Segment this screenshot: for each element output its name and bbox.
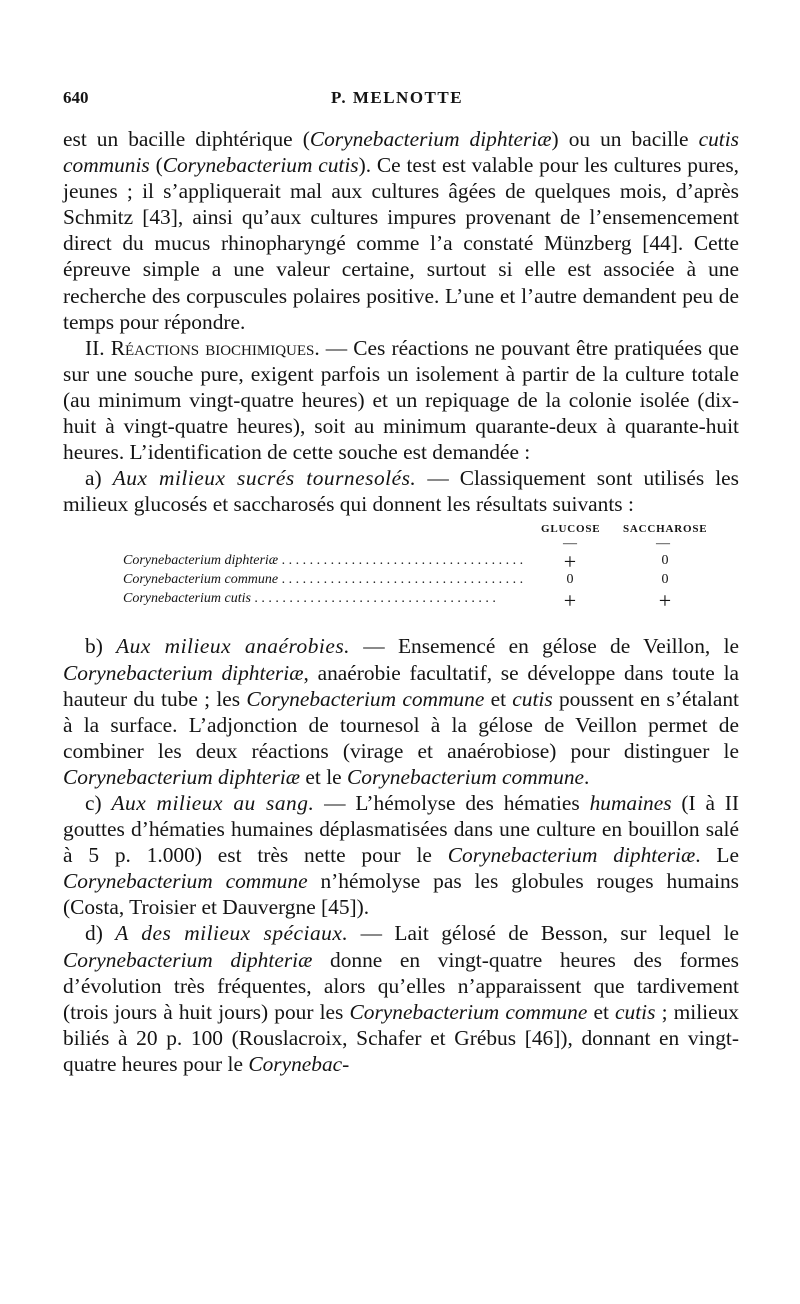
table-cell-glucose: + — [563, 588, 577, 614]
table-cell-glucose: + — [563, 549, 577, 575]
running-head: P. MELNOTTE — [331, 88, 464, 107]
column-header-glucose: GLUCOSE — [541, 523, 601, 536]
paragraph-a: a) Aux milieux sucrés tournesolés. — Classiquement sont utilisés les milieux glucosés et saccharosés qui donnent les résultats suivants : — [63, 466, 739, 517]
column-rule-glucose: — — [563, 536, 577, 552]
paragraph-biochemical-reactions: II. Réactions biochimiques. — Ces réactions ne pouvant être pratiquées que sur une souche pure, exigent parfois un isolement à partir de la culture totale (au minimum vingt-quatre heures) et un repiquage de la colonie isolée (dix-huit à vingt-quatre heures), soit au minimum quarante-deux à quarante-huit heures. L’identification de cette souche est demandée : — [63, 335, 739, 465]
subsection-title-d: A des milieux spéciaux. — [115, 921, 349, 946]
results-table — [63, 523, 739, 615]
table-row-label: Corynebacterium cutis . . . — [123, 591, 543, 607]
table-row-label: Corynebacterium commune . . . — [123, 572, 543, 588]
table-row-label: Corynebacterium diphteriæ . . . — [123, 553, 543, 569]
section-heading: Réactions biochimiques — [110, 335, 315, 360]
subsection-title-c: Aux milieux au sang. — [111, 790, 315, 815]
paragraph-c: c) Aux milieux au sang. — L’hémolyse des hématies humaines (I à II gouttes d’hématies humaines déplasmatisées dans une culture en bouillon salé à 5 p. 1.000) est très nette pour le Corynebacterium diphteriæ. Le Corynebacterium commune n’hémolyse pas les globules rouges humains (Costa, Troisier et Dauvergne [45]). — [63, 790, 740, 920]
paragraph-b: b) Aux milieux anaérobies. — Ensemencé en gélose de Veillon, le Corynebacterium diphteriæ, anaérobie facultatif, se développe dans toute la hauteur du tube ; les Corynebacterium commune et cutis poussent en s’étalant à la surface. L’adjonction de tournesol à la gélose de Veillon permet de combiner les deux réactions (virage et anaérobiose) pour distinguer le Corynebacterium diphteriæ et le Corynebacterium commune. — [63, 634, 740, 789]
paragraph-d: d) A des milieux spéciaux. — Lait gélosé de Besson, sur lequel le Corynebacterium diphteriæ donne en vingt-quatre heures des formes d’évolution très fréquentes, alors qu’elles n’apparaissent que tardivement (trois jours à huit jours) pour les Corynebacterium commune et cutis ; milieux biliés à 20 p. 100 (Rouslacroix, Schafer et Grébus [46]), donnant en vingt-quatre heures pour le Corynebac- — [63, 921, 740, 1076]
page-header — [63, 84, 739, 114]
subsection-title-a: Aux milieux sucrés tournesolés. — [112, 466, 417, 491]
subsection-title-b: Aux milieux anaérobies. — [116, 634, 351, 659]
book-page — [63, 84, 739, 1077]
table-cell-saccharose: 0 — [661, 572, 669, 588]
table-cell-glucose: 0 — [566, 572, 574, 588]
paragraph-continuation: est un bacille diphtérique (Corynebacterium diphteriæ) ou un bacille cutis communis (Corynebacterium cutis). Ce test est valable pour les cultures pures, jeunes ; il s’appliquerait mal aux cultures âgées de quelques mois, d’après Schmitz [43], ainsi qu’aux cultures impures provenant de l’ensemencement direct du mucus rhinopharyngé comme l’a constaté Münzberg [44]. Cette épreuve simple a une valeur certaine, surtout si elle est associée à une recherche des corpuscules polaires positive. L’une et l’autre demandent peu de temps pour répondre. — [63, 127, 739, 334]
column-header-saccharose: SACCHAROSE — [623, 523, 708, 536]
page-number: 640 — [63, 88, 89, 107]
column-rule-saccharose: — — [656, 536, 670, 552]
table-cell-saccharose: 0 — [661, 553, 669, 569]
page-body — [63, 126, 739, 1077]
table-cell-saccharose: + — [658, 588, 672, 614]
